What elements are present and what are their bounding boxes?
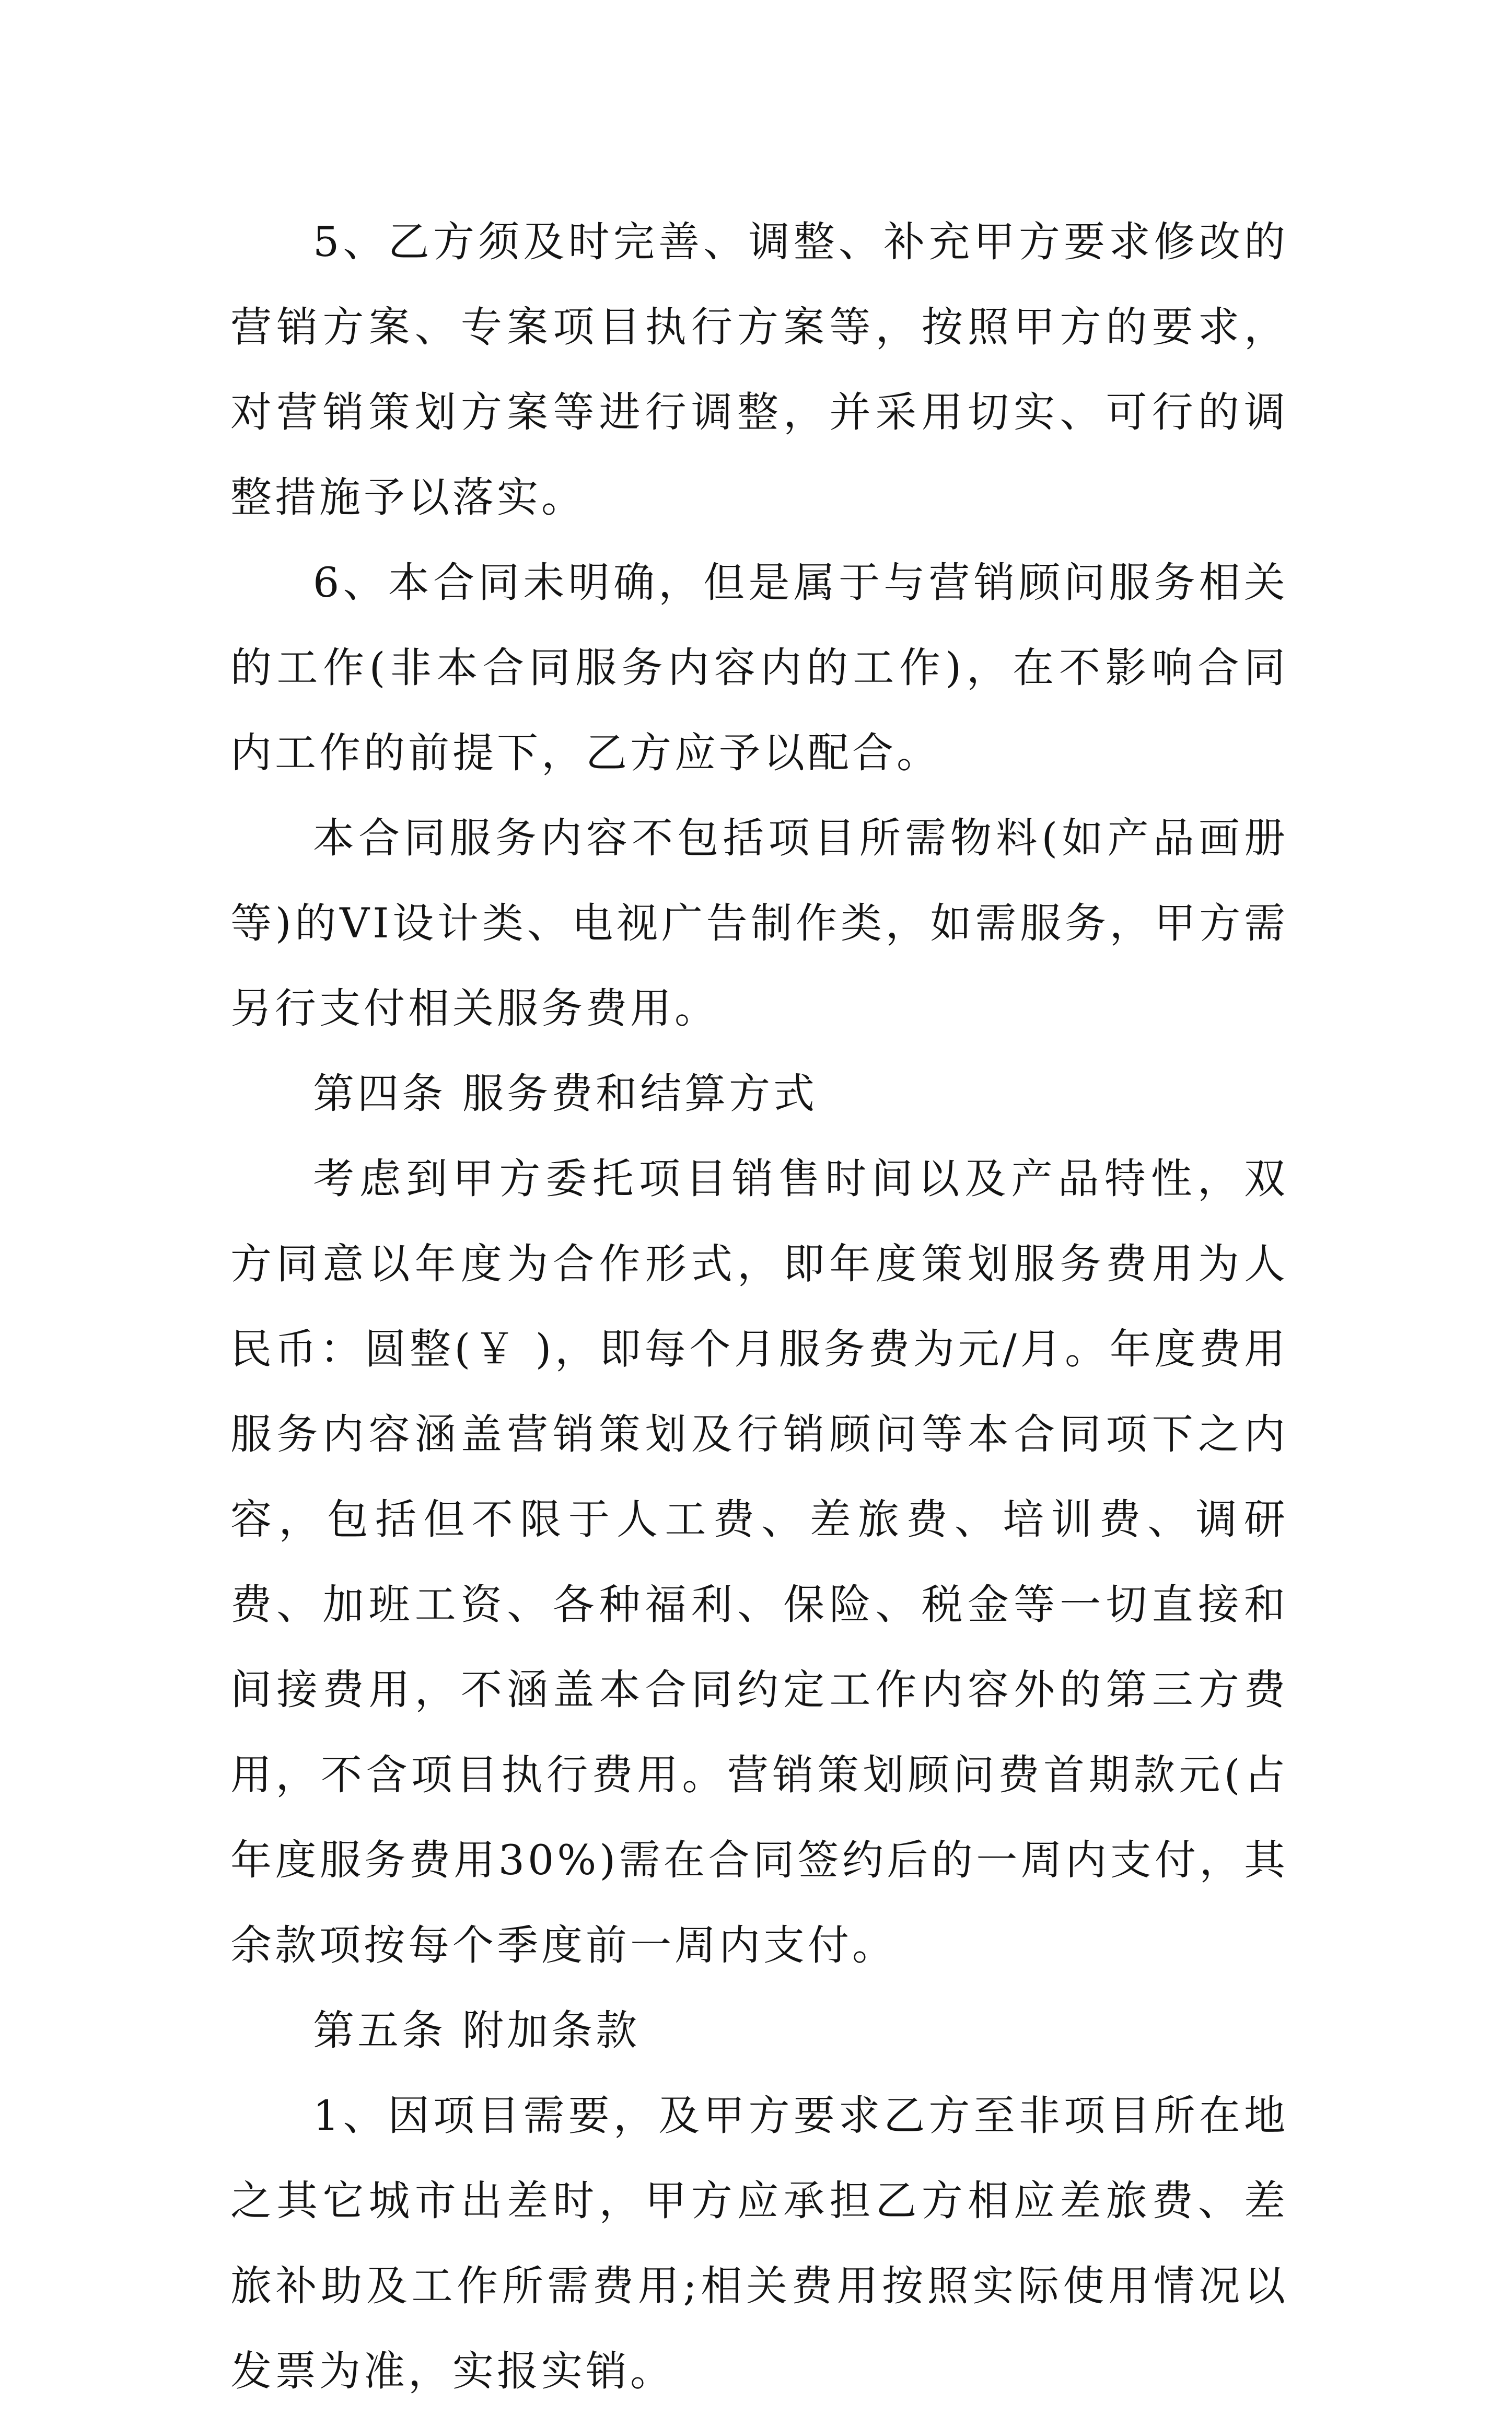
section-heading-article-4: 第四条 服务费和结算方式 xyxy=(313,1070,818,1118)
paragraph-clause-6: 6、本合同未明确，但是属于与营销顾问服务相关的工作(非本合同服务内容内的工作)，在不影响合同内工作的前提下，乙方应予以配合。 xyxy=(230,559,1288,777)
document-body xyxy=(230,200,1288,2414)
paragraph-service-exclusions: 本合同服务内容不包括项目所需物料(如产品画册等)的VI设计类、电视广告制作类，如需服务，甲方需另行支付相关服务费用。 xyxy=(230,814,1288,1032)
paragraph-additional-clause-1: 1、因项目需要，及甲方要求乙方至非项目所在地之其它城市出差时，甲方应承担乙方相应差旅费、差旅补助及工作所需费用;相关费用按照实际使用情况以发票为准，实报实销。 xyxy=(230,2092,1288,2395)
paragraph-service-fee: 考虑到甲方委托项目销售时间以及产品特性，双方同意以年度为合作形式，即年度策划服务费用为人民币：圆整(￥ )，即每个月服务费为元/月。年度费用服务内容涵盖营销策划及行销顾问等本合同项下之内容，包括但不限于人工费、差旅费、培训费、调研费、加班工资、各种福利、保险、税金等一切直接和间接费用，不涵盖本合同约定工作内容外的第三方费用，不含项目执行费用。营销策划顾问费首期款元(占年度服务费用30%)需在合同签约后的一周内支付，其余款项按每个季度前一周内支付。 xyxy=(230,1155,1288,1969)
paragraph-clause-5: 5、乙方须及时完善、调整、补充甲方要求修改的营销方案、专案项目执行方案等，按照甲方的要求，对营销策划方案等进行调整，并采用切实、可行的调整措施予以落实。 xyxy=(230,218,1288,521)
section-heading-article-5: 第五条 附加条款 xyxy=(313,2006,641,2055)
